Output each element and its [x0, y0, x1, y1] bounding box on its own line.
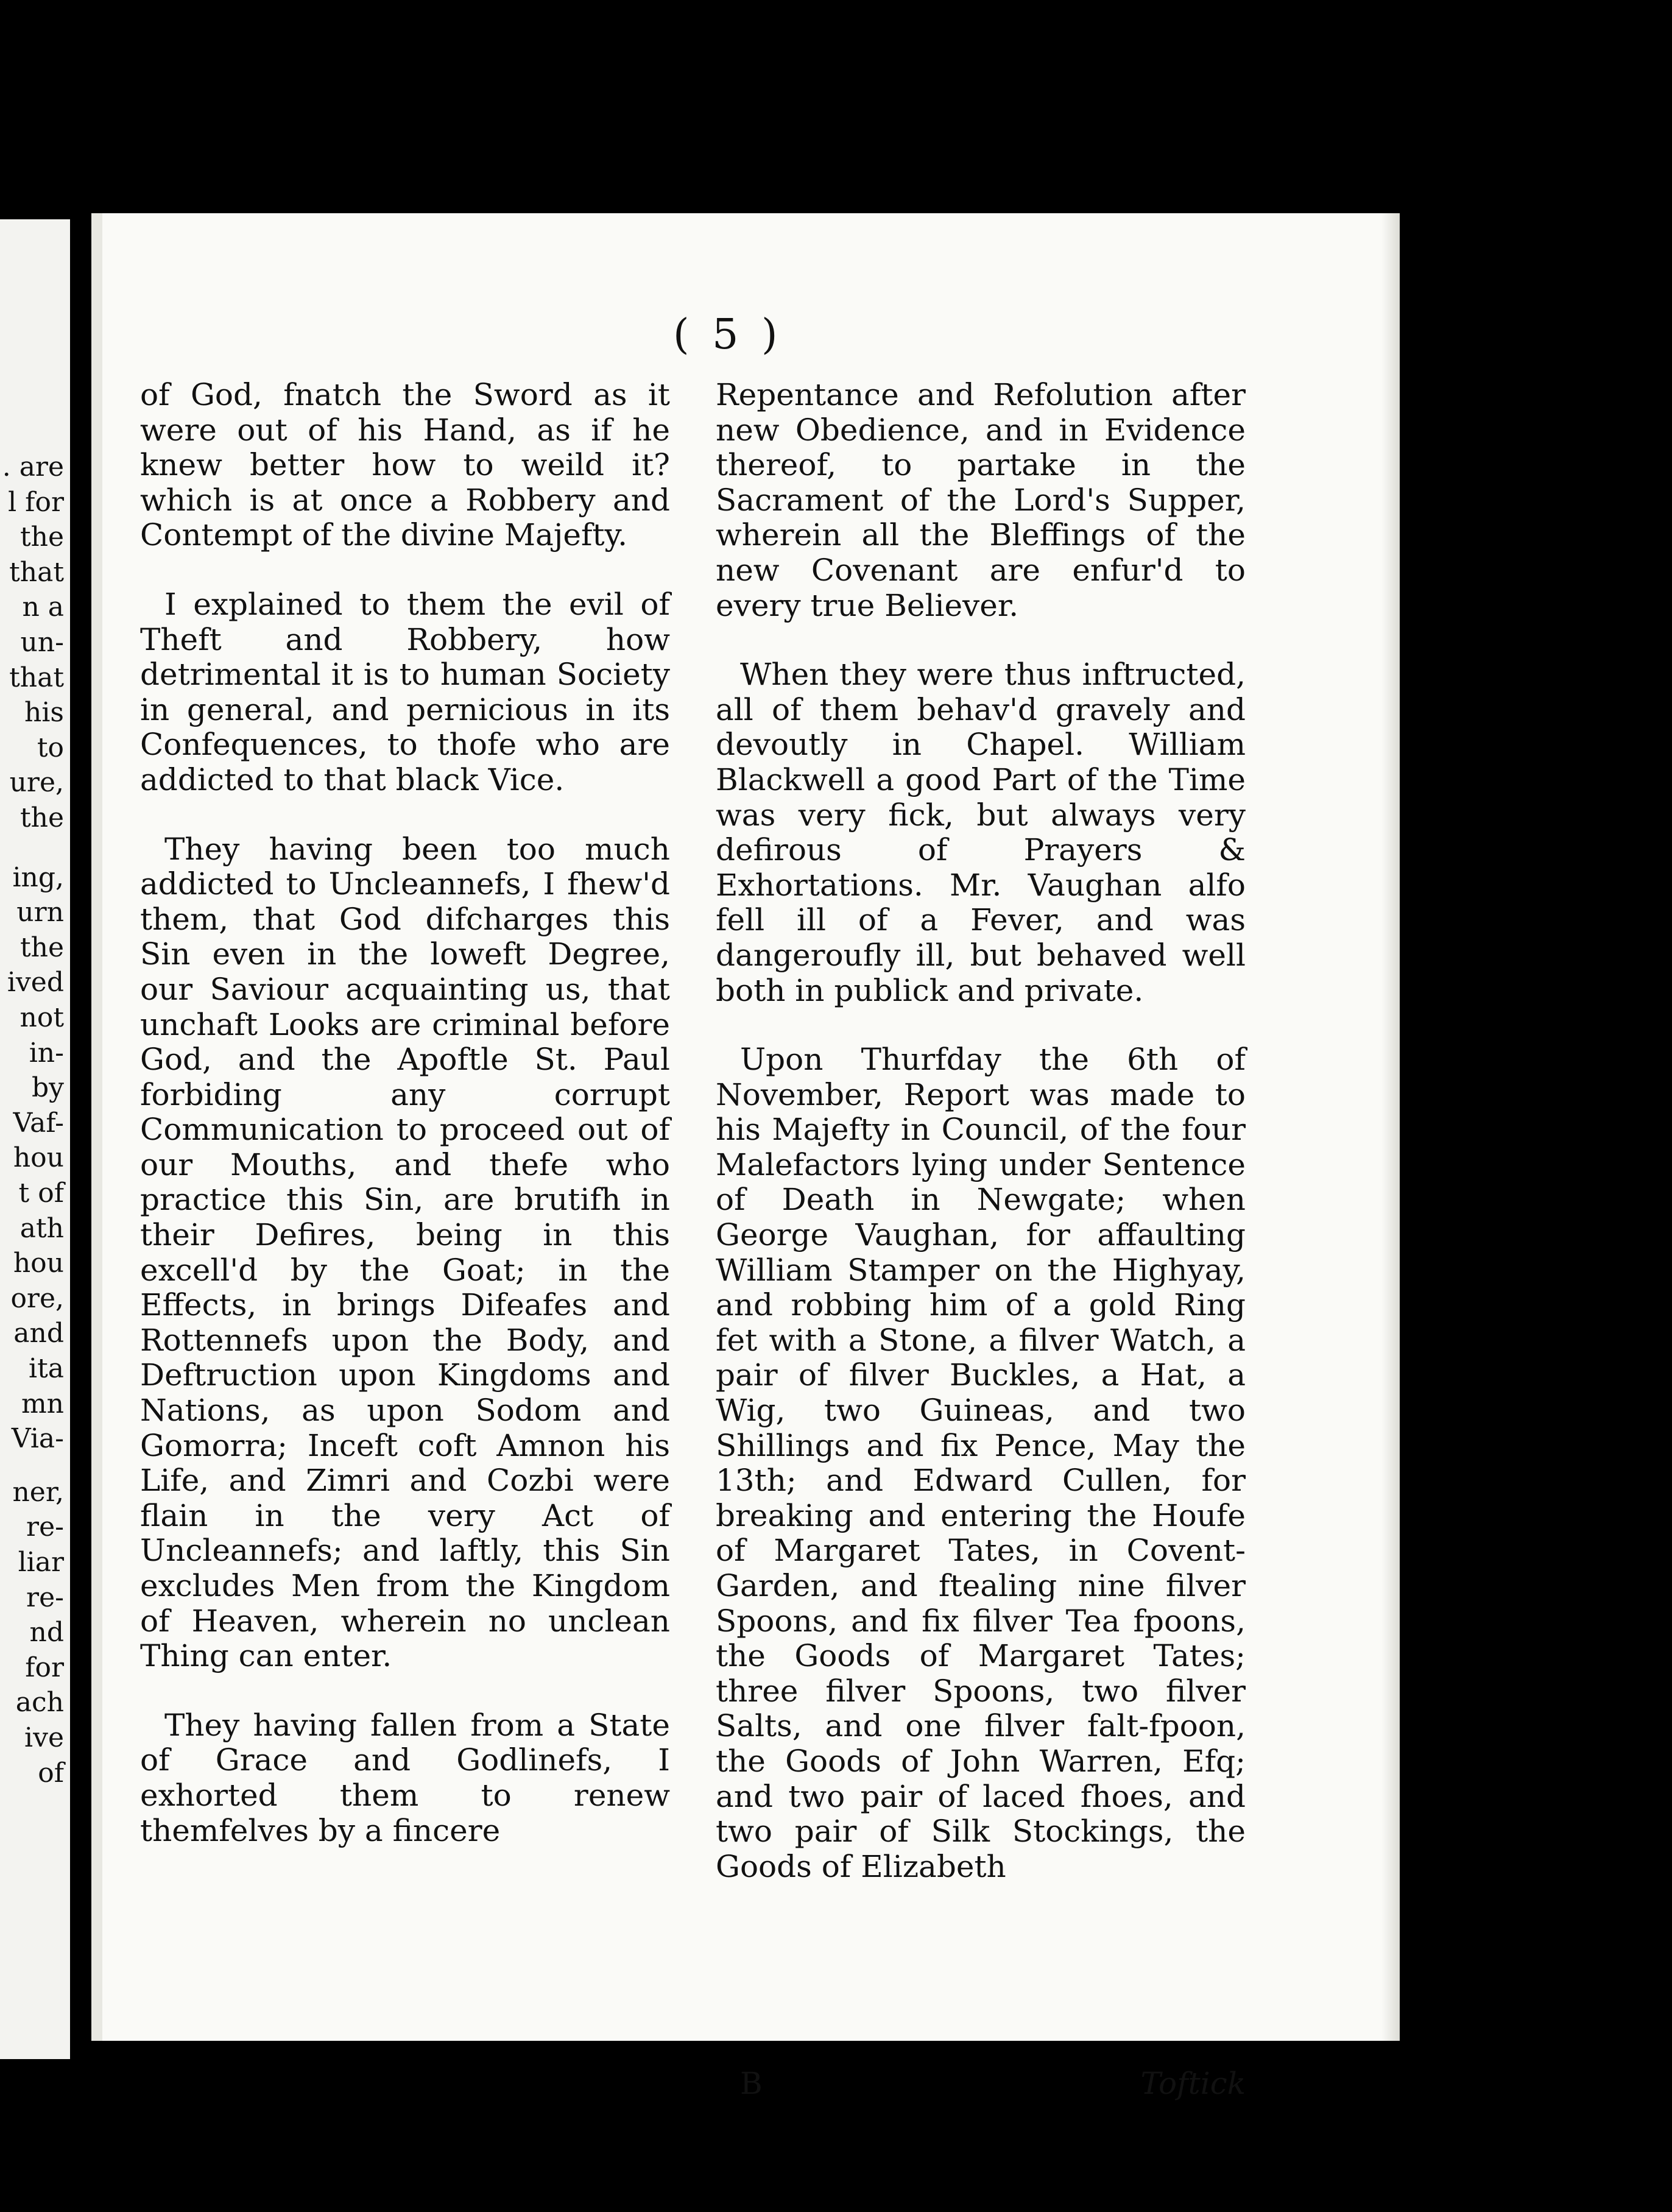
facing-page-fragment: Vaf-: [13, 1107, 64, 1139]
facing-page-fragment: that: [9, 556, 64, 588]
facing-page-fragment: . are: [2, 451, 64, 482]
facing-page-fragment: hou: [13, 1142, 64, 1174]
facing-page-fragment: to: [37, 732, 64, 763]
facing-page-fragment: re-: [26, 1581, 64, 1613]
left-text-column: [140, 378, 670, 1848]
facing-page-fragment: mn: [21, 1388, 64, 1419]
paragraph: I explained to them the evil of Theft and Robbery, how detrimental it is to human Society in general, and pernicious in its Confequences, to thofe who are addicted to that black Vice.: [140, 586, 670, 797]
facing-page-fragment: that: [9, 662, 64, 693]
facing-page-fragment: ing,: [12, 861, 64, 893]
book-gutter: [70, 219, 94, 2059]
facing-page-fragment: ived: [7, 967, 64, 998]
facing-page-fragment: in-: [29, 1037, 64, 1069]
facing-page-fragment: the: [19, 521, 64, 553]
facing-page-fragment: not: [19, 1002, 64, 1033]
facing-page-fragment: the: [19, 931, 64, 963]
facing-page-fragment: un-: [20, 627, 64, 658]
facing-page-fragment: ure,: [9, 767, 64, 799]
catchword: Toftick: [1140, 2066, 1246, 2101]
paragraph: Upon Thurfday the 6th of November, Report was made to his Majefty in Council, of the four Malefactors lying under Sentence of Death in Newgate; when George Vaughan, for affaulting William Stamper on the Highyay, and robbing him of a gold Ring fet with a Stone, a filver Watch, a pair of filver Buckles, a Hat, a Wig, two Guineas, and two Shillings and fix Pence, May the 13th; and Edward Cullen, for breaking and entering the Houfe of Margaret Tates, in Covent-Garden, and ftealing nine filver Spoons, and fix filver Tea fpoons, the Goods of Margaret Tates; three filver Spoons, two filver Salts, and one filver falt-fpoon, the Goods of John Warren, Efq; and two pair of laced fhoes, and two pair of Silk Stockings, the Goods of Elizabeth: [716, 1042, 1246, 1884]
facing-page-fragment: ner,: [12, 1476, 64, 1508]
facing-page-fragment: liar: [18, 1547, 64, 1578]
facing-page-fragment: the: [19, 802, 64, 833]
paragraph: Repentance and Refolution after new Obedience, and in Evidence thereof, to partake in the Sacrament of the Lord's Supper, wherein all the Bleffings of the new Covenant are enfur'd to every true Believer.: [716, 377, 1246, 623]
paragraph: They having been too much addicted to Uncleannefs, I fhew'd them, that God difcharges this Sin even in the loweft Degree, our Saviour acquainting us, that unchaft Looks are criminal before God, and the Apoftle St. Paul forbiding any corrupt Communication to proceed out of our Mouths, and thefe who practice this Sin, are brutifh in their Defires, being in this excell'd by the Goat; in the Effects, in brings Difeafes and Rottennefs upon the Body, and Deftruction upon Kingdoms and Nations, as upon Sodom and Gomorra; Inceft coft Amnon his Life, and Zimri and Cozbi were flain in the very Act of Uncleannefs; and laftly, this Sin excludes Men from the Kingdom of Heaven, wherein no unclean Thing can enter.: [140, 831, 670, 1674]
facing-page-fragment: for: [25, 1652, 64, 1683]
facing-page-fragment: l for: [8, 486, 64, 518]
facing-page-fragment: urn: [16, 897, 64, 928]
page-number: ( 5 ): [673, 311, 783, 359]
facing-page-fragment: nd: [29, 1617, 64, 1648]
facing-page-fragment: t of: [18, 1178, 64, 1209]
signature-mark: B: [740, 2066, 763, 2101]
facing-page-fragment: Via-: [11, 1423, 64, 1455]
facing-page-fragment: ive: [24, 1722, 64, 1753]
paragraph: When they were thus inftructed, all of them behav'd gravely and devoutly in Chapel. William Blackwell a good Part of the Time was very fick, but always very defirous of Prayers & Exhortations. Mr. Vaughan alfo fell ill of a Fever, and was dangeroufly ill, but behaved well both in publick and private.: [716, 657, 1246, 1008]
right-text-column: [716, 378, 1246, 1884]
facing-page-fragment: hou: [13, 1248, 64, 1279]
facing-page-edge: [0, 219, 70, 2059]
facing-page-fragment: ore,: [10, 1282, 64, 1314]
facing-page-fragment: n a: [22, 592, 64, 623]
facing-page-fragment: by: [31, 1072, 64, 1104]
paragraph: They having fallen from a State of Grace and Godlinefs, I exhorted them to renew themfelves by a fincere: [140, 1707, 670, 1848]
facing-page-fragment: ach: [15, 1687, 64, 1719]
facing-page-fragment: and: [13, 1318, 64, 1349]
facing-page-fragment: re-: [26, 1511, 64, 1543]
facing-page-fragment: his: [24, 697, 64, 729]
facing-page-fragment: of: [38, 1757, 64, 1789]
facing-page-fragment: ath: [19, 1212, 64, 1244]
paragraph: of God, fnatch the Sword as it were out of his Hand, as if he knew better how to weild it? which is at once a Robbery and Contempt of the divine Majefty.: [140, 377, 670, 553]
facing-page-fragment: ita: [29, 1353, 64, 1384]
